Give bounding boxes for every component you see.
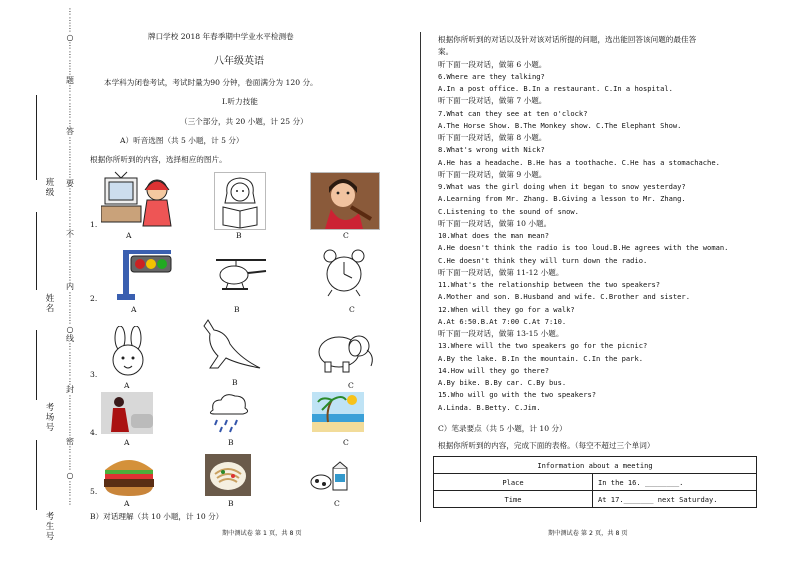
table-label-cell: Time (434, 491, 593, 508)
part-b-title: B）对话理解（共 10 小题，计 10 分） (90, 512, 224, 521)
question-line: 12.When will they go for a walk? (438, 304, 575, 314)
kangaroo-picture[interactable] (196, 316, 270, 372)
option-letter: B (236, 231, 242, 240)
exam-room-write-line (36, 330, 37, 400)
question-line: A.The Horse Show. B.The Monkey show. C.The Elephant Show. (438, 120, 682, 130)
violin-girl-picture[interactable] (310, 172, 380, 230)
table-answer-cell[interactable]: At 17._______ next Saturday. (593, 491, 757, 508)
page-divider (420, 32, 421, 522)
question-number: 1. (90, 220, 98, 229)
name-write-line (36, 212, 37, 290)
question-line: 案。 (438, 47, 454, 57)
school-title: 牌口学校 2018 年春季期中学业水平检测卷 (148, 32, 294, 41)
question-line: 14.How will they go there? (438, 365, 550, 375)
option-letter: C (343, 438, 349, 447)
hamburger-picture[interactable] (101, 452, 157, 498)
rain-cloud-picture[interactable] (205, 392, 253, 434)
question-number: 2. (90, 294, 98, 303)
student-no-label: 考生号 (45, 512, 55, 542)
question-line: 听下面一段对话，做第 10 小题。 (438, 218, 552, 228)
part-c-title: C）笔录要点（共 5 小题，计 10 分） (438, 424, 567, 433)
helicopter-picture[interactable] (212, 255, 270, 297)
traffic-light-picture[interactable] (111, 244, 175, 302)
binding-margin (0, 0, 86, 561)
part-c-instruction: 根据你所听到的内容，完成下面的表格。（每空不超过三个单词） (438, 441, 655, 450)
option-letter: B (234, 305, 240, 314)
table-answer-cell[interactable]: In the 16. ________. (593, 474, 757, 491)
option-letter: A (124, 438, 130, 447)
question-line: 听下面一段对话，做第 13-15 小题。 (438, 329, 564, 338)
table-label-cell: Place (434, 474, 593, 491)
section-note: （三个部分，共 20 小题，计 25 分） (180, 117, 308, 126)
question-line: 听下面一段对话，做第 11-12 小题。 (438, 267, 564, 277)
exam-intro: 本学科为闭卷考试，考试时量为90 分钟，卷面满分为 120 分。 (104, 78, 318, 87)
question-line: C.He doesn't think they will turn down the radio. (438, 255, 648, 265)
question-line: 8.What's wrong with Nick? (438, 145, 545, 155)
meeting-info-table (433, 456, 757, 508)
question-line: A.Mother and son. B.Husband and wife. C.Brother and sister. (438, 292, 690, 302)
beach-picture[interactable] (312, 392, 364, 432)
page-footer-left: 期中测试卷 第 1 页，共 8 页 (222, 530, 302, 537)
question-line: 9.What was the girl doing when it began to snow yesterday? (438, 182, 686, 191)
student-no-write-line (36, 440, 37, 510)
rabbit-picture[interactable] (104, 326, 154, 378)
part-a-title: A）听音选图（共 5 小题，计 5 分） (120, 136, 244, 145)
question-line: A.At 6:50.B.At 7:00 C.At 7:10. (438, 316, 567, 326)
table-header-cell: Information about a meeting (434, 457, 757, 474)
question-line: 听下面一段对话，做第 8 小题。 (438, 133, 547, 142)
noodles-picture[interactable] (205, 454, 251, 496)
subject-title: 八年级英语 (214, 56, 264, 67)
section-title: I.听力技能 (222, 97, 258, 106)
option-letter: C (349, 305, 355, 314)
question-line: 7.What can they see at ten o'clock? (438, 108, 588, 118)
question-line: A.Learning from Mr. Zhang. B.Giving a lesson to Mr. Zhang. (438, 194, 686, 204)
question-line: A.By bike. B.By car. C.By bus. (438, 378, 567, 387)
question-line: A.Linda. B.Betty. C.Jim. (438, 402, 541, 412)
tv-girl-picture[interactable] (101, 170, 173, 228)
question-line: 根据你所听到的对话以及针对该对话所提的问题，选出能回答该问题的最佳答 (438, 35, 697, 44)
snow-woman-picture[interactable] (101, 392, 153, 434)
exam-room-label: 考场号 (45, 403, 55, 433)
question-line: A.He doesn't think the radio is too loud.B.He agrees with the woman. (438, 243, 729, 253)
option-letter: C (334, 499, 340, 508)
option-letter: A (124, 499, 130, 508)
option-letter: C (348, 381, 354, 390)
question-line: A.By the lake. B.In the mountain. C.In the park. (438, 353, 643, 363)
reading-girl-picture[interactable] (214, 172, 266, 230)
question-line: A.He has a headache. B.He has a toothache. C.He has a stomachache. (438, 157, 720, 167)
question-number: 3. (90, 370, 98, 379)
question-line: 听下面一段对话，做第 6 小题。 (438, 59, 547, 69)
option-letter: B (228, 499, 234, 508)
table-header-row (434, 457, 757, 474)
question-line: 11.What's the relationship between the two speakers? (438, 280, 661, 289)
question-line: 听下面一段对话，做第 9 小题。 (438, 169, 547, 179)
elephant-picture[interactable] (313, 326, 377, 376)
class-label: 班级 (45, 178, 55, 198)
page-footer-right: 期中测试卷 第 2 页，共 8 页 (548, 530, 628, 537)
question-line: 听下面一段对话，做第 7 小题。 (438, 96, 547, 106)
option-letter: A (131, 305, 137, 314)
option-letter: C (343, 231, 349, 240)
name-label: 姓名 (45, 294, 55, 314)
option-letter: B (232, 378, 238, 387)
question-line: C.Listening to the sound of snow. (438, 206, 579, 216)
question-line: 10.What does the man mean? (438, 231, 550, 240)
table-row (434, 491, 757, 508)
option-letter: A (126, 231, 132, 240)
question-number: 5. (90, 487, 98, 496)
question-line: 15.Who will go with the two speakers? (438, 390, 597, 400)
part-a-instruction: 根据你所听到的内容，选择相应的图片。 (90, 155, 227, 164)
class-write-line (36, 95, 37, 180)
question-line: 6.Where are they talking? (438, 71, 545, 81)
question-line: 13.Where will the two speakers go for the picnic? (438, 341, 648, 351)
question-line: A.In a post office. B.In a restaurant. C.In a hospital. (438, 84, 673, 93)
table-row (434, 474, 757, 491)
question-number: 4. (90, 428, 98, 437)
option-letter: A (124, 381, 130, 390)
alarm-clock-picture[interactable] (322, 248, 366, 298)
milk-cow-picture[interactable] (309, 460, 353, 492)
option-letter: B (228, 438, 234, 447)
seal-dotted-line: ⋮ ⋮ ⋮ ○ ⋮ ⋮ ⋮ ⋮ 题 ⋮ ⋮ ⋮ ⋮ ⋮ 答 ⋮ ⋮ ⋮ ⋮ ⋮ 要 ⋮ ⋮ ⋮ ⋮ ⋮ 不 ⋮ ⋮ ⋮ ⋮ ⋮ 内 ⋮ ⋮ ⋮ ⋮ ○ 线 ⋮ ⋮ ⋮ ⋮ ⋮ 封 ⋮ ⋮ ⋮ ⋮ ⋮ 密 ⋮ ⋮ ⋮ ○ ⋮ ⋮ ⋮ (66, 7, 74, 506)
